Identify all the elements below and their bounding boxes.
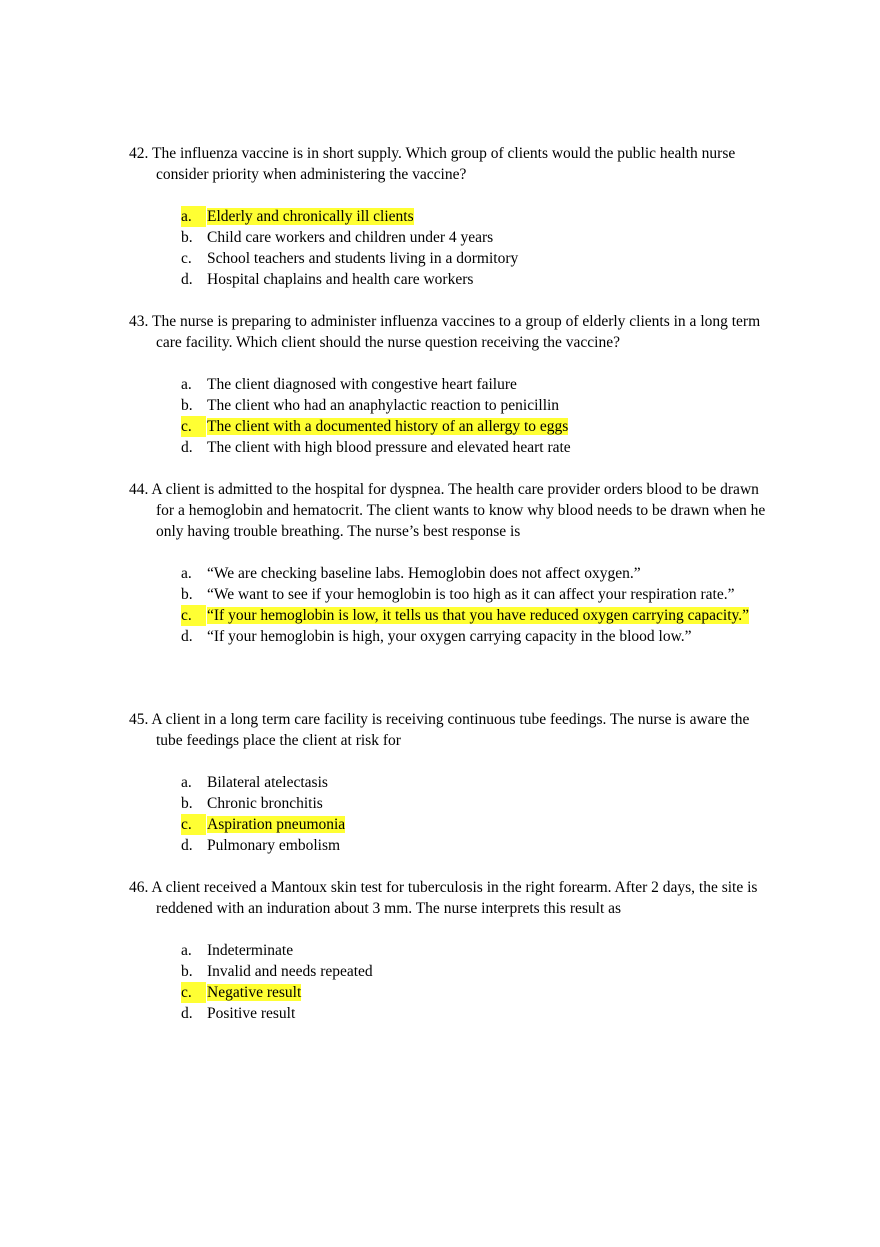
answer-choice xyxy=(129,793,779,814)
question-44 xyxy=(129,479,779,663)
answer-choices xyxy=(129,206,779,290)
choice-letter: a. xyxy=(181,565,192,582)
answer-choice xyxy=(129,416,779,437)
choice-text: Positive result xyxy=(207,1005,296,1022)
answer-choices xyxy=(129,374,779,458)
choice-letter: d. xyxy=(181,628,193,645)
answer-choices xyxy=(129,772,779,856)
answer-choice xyxy=(129,940,779,961)
answer-choice xyxy=(129,269,779,290)
choice-text: Indeterminate xyxy=(207,942,294,959)
choice-letter: d. xyxy=(181,837,193,854)
choice-letter: c. xyxy=(181,605,206,626)
answer-choice xyxy=(129,605,779,626)
choice-text: “We want to see if your hemoglobin is too high as it can affect your respiration rate.” xyxy=(207,586,735,603)
choice-text: Elderly and chronically ill clients xyxy=(207,208,414,225)
choice-letter: a. xyxy=(181,376,192,393)
choice-text: “If your hemoglobin is high, your oxygen carrying capacity in the blood low.” xyxy=(207,628,692,645)
answer-choice xyxy=(129,563,779,584)
question-stem: 42. The influenza vaccine is in short supply. Which group of clients would the public health nurse consider priority when administering the vaccine? xyxy=(129,145,736,183)
choice-text: The client with high blood pressure and elevated heart rate xyxy=(207,439,571,456)
answer-choice xyxy=(129,835,779,856)
choice-letter: b. xyxy=(181,397,193,414)
answer-choice xyxy=(129,437,779,458)
choice-letter: d. xyxy=(181,271,193,288)
choice-text: Bilateral atelectasis xyxy=(207,774,328,791)
choice-letter: d. xyxy=(181,439,193,456)
answer-choice xyxy=(129,206,779,227)
choice-text: “We are checking baseline labs. Hemoglobin does not affect oxygen.” xyxy=(207,565,641,582)
choice-letter: a. xyxy=(181,774,192,791)
question-42 xyxy=(129,143,779,306)
answer-choice xyxy=(129,1003,779,1024)
choice-letter: c. xyxy=(181,814,206,835)
choice-text: Pulmonary embolism xyxy=(207,837,341,854)
answer-choice xyxy=(129,395,779,416)
answer-choices xyxy=(129,940,779,1024)
answer-choice xyxy=(129,227,779,248)
choice-text: The client with a documented history of an allergy to eggs xyxy=(207,418,569,435)
choice-letter: b. xyxy=(181,229,193,246)
question-45 xyxy=(129,709,779,872)
choice-letter: b. xyxy=(181,795,193,812)
choice-letter: c. xyxy=(181,416,206,437)
choice-text: Child care workers and children under 4 years xyxy=(207,229,494,246)
choice-letter: b. xyxy=(181,963,193,980)
choice-letter: c. xyxy=(181,250,192,267)
choice-text: School teachers and students living in a dormitory xyxy=(207,250,519,267)
choice-letter: a. xyxy=(181,942,192,959)
choice-text: Hospital chaplains and health care workers xyxy=(207,271,474,288)
choice-text: The client diagnosed with congestive heart failure xyxy=(207,376,517,393)
answer-choice xyxy=(129,584,779,605)
choice-text: Negative result xyxy=(207,984,302,1001)
answer-choice xyxy=(129,772,779,793)
answer-choices xyxy=(129,563,779,647)
answer-choice xyxy=(129,248,779,269)
question-stem: 45. A client in a long term care facility is receiving continuous tube feedings. The nurse is aware the tube feedings place the client at risk for xyxy=(129,711,750,749)
answer-choice xyxy=(129,814,779,835)
answer-choice xyxy=(129,626,779,647)
question-stem: 44. A client is admitted to the hospital for dyspnea. The health care provider orders blood to be drawn for a hemoglobin and hematocrit. The client wants to know why blood needs to be drawn when he only having trouble breathing. The nurse’s best response is xyxy=(129,481,766,540)
question-46 xyxy=(129,877,779,1040)
choice-text: The client who had an anaphylactic reaction to penicillin xyxy=(207,397,560,414)
answer-choice xyxy=(129,982,779,1003)
choice-text: Invalid and needs repeated xyxy=(207,963,373,980)
choice-letter: b. xyxy=(181,586,193,603)
choice-letter: a. xyxy=(181,206,206,227)
choice-letter: c. xyxy=(181,982,206,1003)
answer-choice xyxy=(129,374,779,395)
question-stem: 43. The nurse is preparing to administer influenza vaccines to a group of elderly clients in a long term care facility. Which client should the nurse question receiving the vaccine? xyxy=(129,313,761,351)
choice-text: Aspiration pneumonia xyxy=(207,816,346,833)
question-stem: 46. A client received a Mantoux skin test for tuberculosis in the right forearm. After 2 days, the site is reddened with an induration about 3 mm. The nurse interprets this result as xyxy=(129,879,758,917)
choice-text: Chronic bronchitis xyxy=(207,795,323,812)
question-43 xyxy=(129,311,779,474)
choice-text: “If your hemoglobin is low, it tells us that you have reduced oxygen carrying capacity.” xyxy=(207,607,750,624)
answer-choice xyxy=(129,961,779,982)
choice-letter: d. xyxy=(181,1005,193,1022)
